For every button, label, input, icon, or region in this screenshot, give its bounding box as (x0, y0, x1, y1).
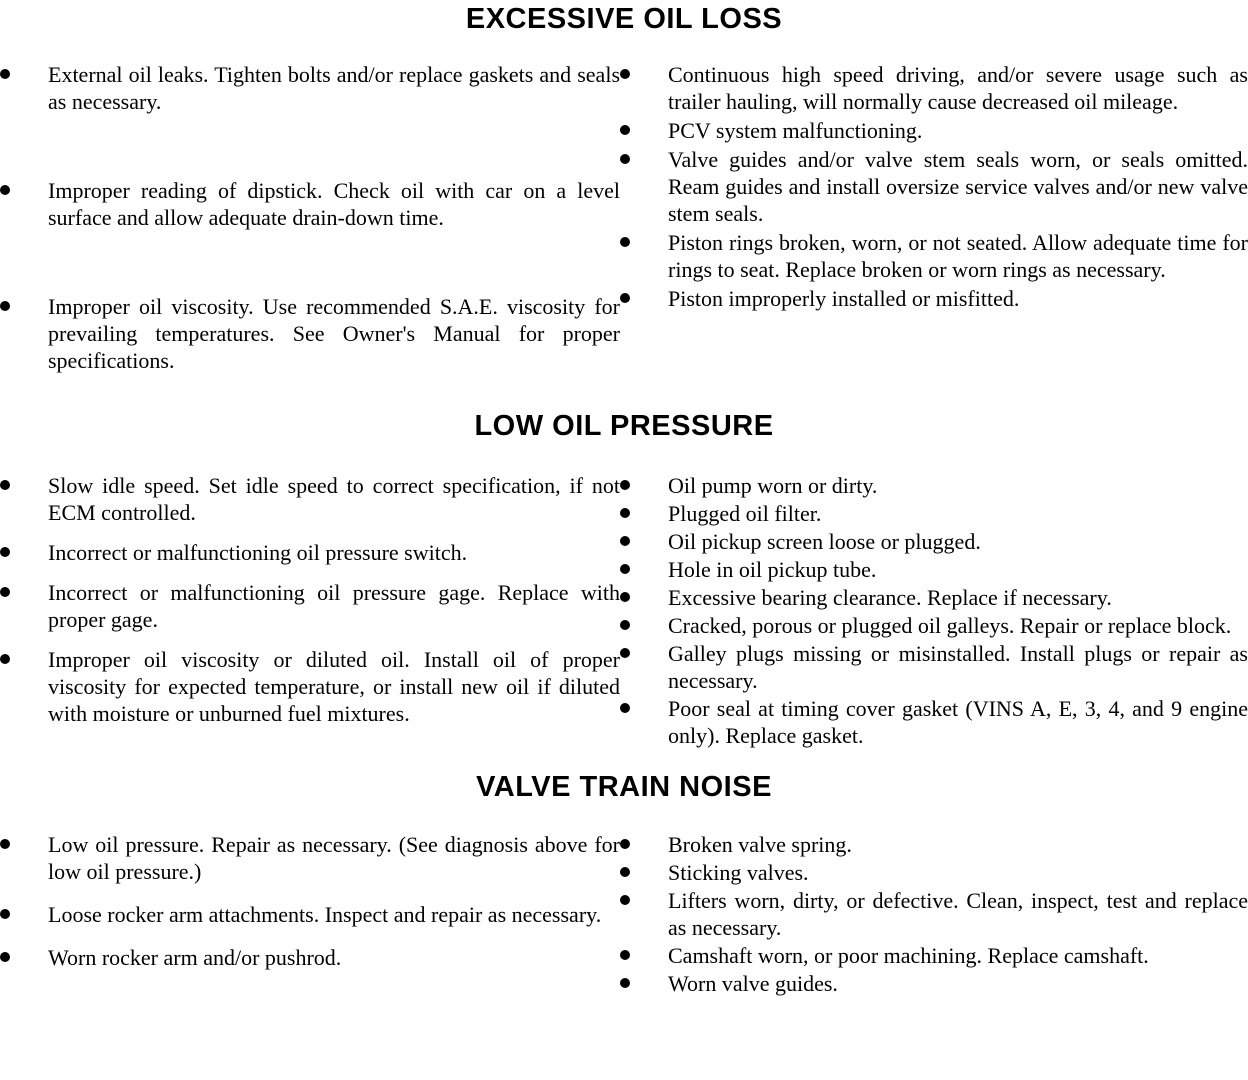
diagnosis-item (0, 901, 620, 928)
item-text: Continuous high speed driving, and/or severe usage such as trailer hauling, will normally cause decreased oil mileage. (668, 62, 1248, 114)
item-text: Incorrect or malfunctioning oil pressure switch. (48, 540, 468, 565)
diagnosis-item (620, 942, 1248, 969)
item-text: Improper reading of dipstick. Check oil with car on a level surface and allow adequate drain-down time. (48, 178, 620, 230)
bullet-icon (620, 564, 630, 574)
right-column (620, 472, 1248, 749)
bullet-icon (620, 69, 630, 79)
item-text: Loose rocker arm attachments. Inspect and repair as necessary. (48, 902, 602, 927)
diagnosis-item (0, 472, 620, 526)
bullet-icon (0, 587, 10, 597)
item-text: Oil pickup screen loose or plugged. (668, 529, 981, 554)
diagnosis-item (620, 556, 1248, 583)
item-text: Lifters worn, dirty, or defective. Clean, inspect, test and replace as necessary. (668, 888, 1248, 940)
bullet-icon (620, 839, 630, 849)
item-text: Hole in oil pickup tube. (668, 557, 877, 582)
diagnosis-item (620, 970, 1248, 997)
diagnosis-item (620, 640, 1248, 694)
diagnosis-item (620, 117, 1248, 144)
bullet-icon (620, 592, 630, 602)
diagnosis-item (0, 579, 620, 633)
bullet-icon (620, 703, 630, 713)
item-text: Low oil pressure. Repair as necessary. (See diagnosis above for low oil pressure.) (48, 832, 620, 884)
diagnosis-item (0, 831, 620, 885)
left-column (0, 472, 620, 727)
diagnosis-item (620, 285, 1248, 312)
item-text: Excessive bearing clearance. Replace if necessary. (668, 585, 1112, 610)
bullet-icon (620, 978, 630, 988)
item-text: Oil pump worn or dirty. (668, 473, 878, 498)
item-text: Slow idle speed. Set idle speed to correct specification, if not ECM controlled. (48, 473, 620, 525)
diagnosis-item (620, 695, 1248, 749)
bullet-icon (620, 508, 630, 518)
diagnosis-item (620, 61, 1248, 115)
bullet-icon (0, 952, 10, 962)
bullet-icon (620, 620, 630, 630)
left-column (0, 61, 620, 374)
section-columns (0, 61, 1248, 374)
bullet-icon (620, 950, 630, 960)
item-text: Galley plugs missing or misinstalled. Install plugs or repair as necessary. (668, 641, 1248, 693)
bullet-icon (0, 909, 10, 919)
diagnosis-item (0, 539, 620, 566)
diagnosis-item (620, 612, 1248, 639)
item-text: Incorrect or malfunctioning oil pressure gage. Replace with proper gage. (48, 580, 620, 632)
diagnosis-item (620, 887, 1248, 941)
bullet-icon (0, 185, 10, 195)
bullet-icon (0, 839, 10, 849)
diagnosis-item (0, 293, 620, 374)
diagnosis-item (620, 831, 1248, 858)
bullet-icon (620, 125, 630, 135)
diagnosis-item (620, 584, 1248, 611)
bullet-icon (620, 480, 630, 490)
diagnosis-item (620, 229, 1248, 283)
bullet-icon (0, 654, 10, 664)
item-text: Sticking valves. (668, 860, 809, 885)
item-text: Cracked, porous or plugged oil galleys. Repair or replace block. (668, 613, 1232, 638)
bullet-icon (0, 301, 10, 311)
bullet-icon (620, 154, 630, 164)
item-text: Poor seal at timing cover gasket (VINS A, E, 3, 4, and 9 engine only). Replace gasket. (668, 696, 1248, 748)
section-columns (0, 472, 1248, 749)
item-text: Piston improperly installed or misfitted. (668, 286, 1020, 311)
item-text: External oil leaks. Tighten bolts and/or replace gaskets and seals as necessary. (48, 62, 620, 114)
right-column (620, 61, 1248, 312)
diagnosis-item (0, 177, 620, 231)
diagnosis-item (0, 61, 620, 115)
diagnosis-item (620, 500, 1248, 527)
bullet-icon (620, 895, 630, 905)
section-columns (0, 831, 1248, 997)
section-title: VALVE TRAIN NOISE (476, 771, 772, 803)
diagnosis-item (620, 859, 1248, 886)
diagnosis-item (620, 472, 1248, 499)
bullet-icon (0, 547, 10, 557)
item-text: Worn rocker arm and/or pushrod. (48, 945, 342, 970)
section-excessive-oil-loss (0, 3, 1248, 374)
bullet-icon (0, 480, 10, 490)
section-title: LOW OIL PRESSURE (474, 410, 774, 442)
section-title: EXCESSIVE OIL LOSS (465, 3, 783, 35)
item-text: Worn valve guides. (668, 971, 838, 996)
section-valve-train-noise (0, 771, 1248, 997)
diagnosis-item (620, 146, 1248, 227)
item-text: PCV system malfunctioning. (668, 118, 923, 143)
diagnosis-item (0, 646, 620, 727)
right-column (620, 831, 1248, 997)
bullet-icon (620, 293, 630, 303)
item-text: Improper oil viscosity or diluted oil. Install oil of proper viscosity for expected temperature, or install new oil if diluted with moisture or unburned fuel mixtures. (48, 647, 620, 726)
diagnosis-item (0, 944, 620, 971)
bullet-icon (620, 237, 630, 247)
diagnosis-item (620, 528, 1248, 555)
left-column (0, 831, 620, 971)
bullet-icon (620, 536, 630, 546)
item-text: Broken valve spring. (668, 832, 852, 857)
item-text: Valve guides and/or valve stem seals worn, or seals omitted. Ream guides and install oversize service valves and/or new valve stem seals. (668, 147, 1248, 226)
item-text: Piston rings broken, worn, or not seated. Allow adequate time for rings to seat. Replace broken or worn rings as necessary. (668, 230, 1248, 282)
bullet-icon (620, 648, 630, 658)
item-text: Camshaft worn, or poor machining. Replace camshaft. (668, 943, 1149, 968)
section-low-oil-pressure (0, 410, 1248, 749)
item-text: Plugged oil filter. (668, 501, 822, 526)
bullet-icon (0, 69, 10, 79)
item-text: Improper oil viscosity. Use recommended S.A.E. viscosity for prevailing temperatures. See Owner's Manual for proper specifications. (48, 294, 620, 373)
bullet-icon (620, 867, 630, 877)
